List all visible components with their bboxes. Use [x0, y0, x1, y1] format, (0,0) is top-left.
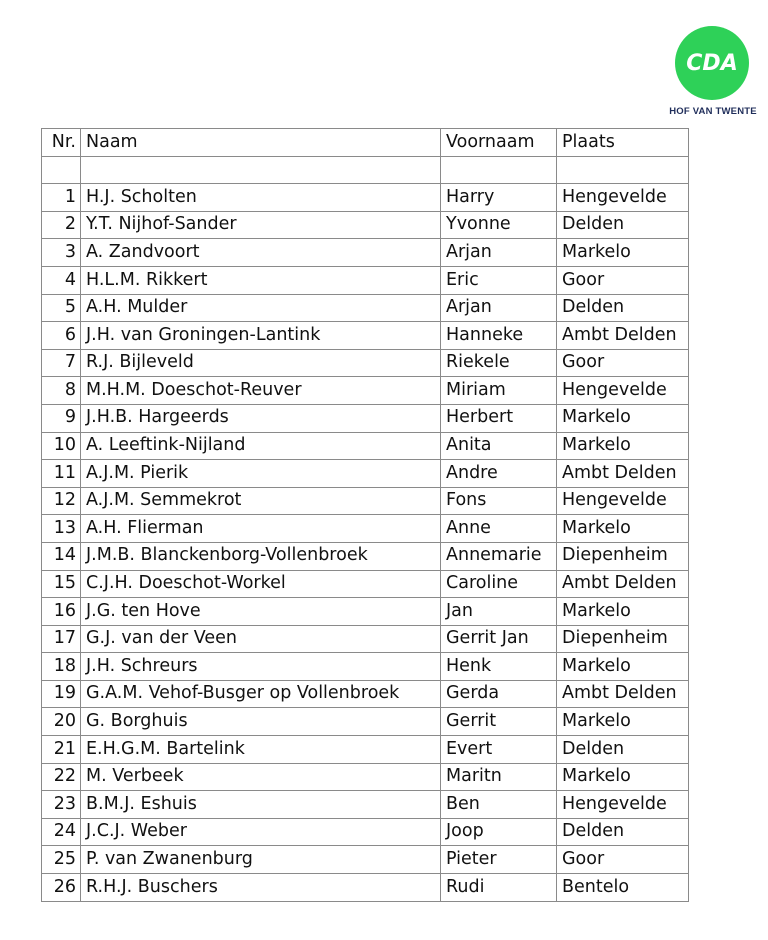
cell-naam: E.H.G.M. Bartelink [81, 736, 441, 764]
header-plaats: Plaats [557, 129, 689, 157]
table-row [42, 542, 689, 570]
cell-plaats: Delden [557, 294, 689, 322]
cell-voornaam: Maritn [441, 763, 557, 791]
cell-voornaam: Annemarie [441, 542, 557, 570]
cell-nr: 17 [42, 625, 81, 653]
table-row [42, 487, 689, 515]
cell-nr: 11 [42, 460, 81, 488]
cell-naam: M.H.M. Doeschot-Reuver [81, 377, 441, 405]
cell-naam: B.M.J. Eshuis [81, 791, 441, 819]
cell-voornaam: Rudi [441, 874, 557, 902]
cell-plaats: Markelo [557, 239, 689, 267]
cell-voornaam: Riekele [441, 349, 557, 377]
empty-cell [557, 156, 689, 184]
table-row [42, 322, 689, 350]
cell-voornaam: Joop [441, 818, 557, 846]
cell-nr: 26 [42, 874, 81, 902]
table-row [42, 708, 689, 736]
cell-naam: C.J.H. Doeschot-Workel [81, 570, 441, 598]
cell-nr: 15 [42, 570, 81, 598]
cell-plaats: Bentelo [557, 874, 689, 902]
cell-voornaam: Hanneke [441, 322, 557, 350]
cell-nr: 2 [42, 211, 81, 239]
cell-nr: 1 [42, 184, 81, 212]
cell-voornaam: Anne [441, 515, 557, 543]
cell-naam: A. Leeftink-Nijland [81, 432, 441, 460]
cell-nr: 25 [42, 846, 81, 874]
cell-naam: H.J. Scholten [81, 184, 441, 212]
table-row [42, 377, 689, 405]
cell-voornaam: Ben [441, 791, 557, 819]
cell-plaats: Hengevelde [557, 487, 689, 515]
cell-plaats: Ambt Delden [557, 322, 689, 350]
cell-voornaam: Pieter [441, 846, 557, 874]
cell-voornaam: Jan [441, 598, 557, 626]
cell-nr: 21 [42, 736, 81, 764]
table-row [42, 874, 689, 902]
header-voornaam: Voornaam [441, 129, 557, 157]
table-row [42, 791, 689, 819]
table-row [42, 349, 689, 377]
empty-cell [81, 156, 441, 184]
cell-plaats: Diepenheim [557, 542, 689, 570]
cell-plaats: Delden [557, 211, 689, 239]
cell-voornaam: Yvonne [441, 211, 557, 239]
cell-voornaam: Gerrit Jan [441, 625, 557, 653]
cell-voornaam: Caroline [441, 570, 557, 598]
cell-naam: A. Zandvoort [81, 239, 441, 267]
cell-voornaam: Arjan [441, 294, 557, 322]
cell-nr: 16 [42, 598, 81, 626]
table-row [42, 846, 689, 874]
table-header-row [42, 129, 689, 157]
logo-subtitle: HOF VAN TWENTE [669, 106, 757, 117]
table-row [42, 818, 689, 846]
table-row [42, 432, 689, 460]
table-row [42, 404, 689, 432]
cda-logo [658, 26, 768, 122]
cell-voornaam: Gerda [441, 680, 557, 708]
cell-nr: 18 [42, 653, 81, 681]
cell-naam: J.C.J. Weber [81, 818, 441, 846]
cell-plaats: Ambt Delden [557, 570, 689, 598]
cell-nr: 13 [42, 515, 81, 543]
table-row [42, 294, 689, 322]
candidate-table [41, 128, 689, 902]
table-row [42, 736, 689, 764]
logo-circle [675, 26, 749, 100]
cell-plaats: Diepenheim [557, 625, 689, 653]
cell-plaats: Hengevelde [557, 377, 689, 405]
table-row [42, 763, 689, 791]
cell-naam: M. Verbeek [81, 763, 441, 791]
cell-naam: H.L.M. Rikkert [81, 266, 441, 294]
cell-voornaam: Eric [441, 266, 557, 294]
table-empty-row [42, 156, 689, 184]
cell-naam: A.H. Mulder [81, 294, 441, 322]
cell-naam: J.H. van Groningen-Lantink [81, 322, 441, 350]
cell-nr: 6 [42, 322, 81, 350]
table-row [42, 598, 689, 626]
cell-naam: Y.T. Nijhof-Sander [81, 211, 441, 239]
cell-nr: 22 [42, 763, 81, 791]
table-row [42, 625, 689, 653]
table-row [42, 570, 689, 598]
cell-plaats: Markelo [557, 598, 689, 626]
cell-naam: J.G. ten Hove [81, 598, 441, 626]
cell-plaats: Markelo [557, 404, 689, 432]
table-row [42, 211, 689, 239]
cell-plaats: Goor [557, 349, 689, 377]
cell-voornaam: Henk [441, 653, 557, 681]
cell-naam: R.H.J. Buschers [81, 874, 441, 902]
table-row [42, 266, 689, 294]
cell-nr: 20 [42, 708, 81, 736]
cell-naam: G.A.M. Vehof-Busger op Vollenbroek [81, 680, 441, 708]
cell-naam: R.J. Bijleveld [81, 349, 441, 377]
cell-naam: G.J. van der Veen [81, 625, 441, 653]
cell-voornaam: Harry [441, 184, 557, 212]
cell-voornaam: Gerrit [441, 708, 557, 736]
table-row [42, 653, 689, 681]
cell-naam: P. van Zwanenburg [81, 846, 441, 874]
cell-naam: J.H.B. Hargeerds [81, 404, 441, 432]
cell-nr: 7 [42, 349, 81, 377]
cell-nr: 4 [42, 266, 81, 294]
cell-voornaam: Andre [441, 460, 557, 488]
cell-plaats: Delden [557, 736, 689, 764]
cell-naam: G. Borghuis [81, 708, 441, 736]
cell-voornaam: Fons [441, 487, 557, 515]
logo-name: CDA [686, 50, 738, 76]
cell-plaats: Markelo [557, 763, 689, 791]
header-naam: Naam [81, 129, 441, 157]
table-row [42, 460, 689, 488]
cell-plaats: Ambt Delden [557, 680, 689, 708]
cell-plaats: Markelo [557, 708, 689, 736]
table-row [42, 239, 689, 267]
empty-cell [441, 156, 557, 184]
cell-plaats: Markelo [557, 432, 689, 460]
cell-nr: 24 [42, 818, 81, 846]
cell-plaats: Markelo [557, 653, 689, 681]
cell-voornaam: Arjan [441, 239, 557, 267]
cell-plaats: Goor [557, 266, 689, 294]
cell-plaats: Ambt Delden [557, 460, 689, 488]
cell-nr: 9 [42, 404, 81, 432]
cell-naam: A.J.M. Semmekrot [81, 487, 441, 515]
cell-nr: 10 [42, 432, 81, 460]
cell-plaats: Hengevelde [557, 184, 689, 212]
cell-voornaam: Miriam [441, 377, 557, 405]
cell-plaats: Hengevelde [557, 791, 689, 819]
header-nr: Nr. [42, 129, 81, 157]
cell-plaats: Goor [557, 846, 689, 874]
cell-nr: 12 [42, 487, 81, 515]
cell-nr: 14 [42, 542, 81, 570]
cell-plaats: Markelo [557, 515, 689, 543]
empty-cell [42, 156, 81, 184]
cell-nr: 3 [42, 239, 81, 267]
cell-nr: 5 [42, 294, 81, 322]
table-row [42, 184, 689, 212]
cell-naam: A.J.M. Pierik [81, 460, 441, 488]
cell-voornaam: Anita [441, 432, 557, 460]
table-row [42, 680, 689, 708]
cell-voornaam: Evert [441, 736, 557, 764]
cell-plaats: Delden [557, 818, 689, 846]
cell-naam: A.H. Flierman [81, 515, 441, 543]
table-row [42, 515, 689, 543]
cell-nr: 19 [42, 680, 81, 708]
cell-nr: 8 [42, 377, 81, 405]
cell-naam: J.H. Schreurs [81, 653, 441, 681]
cell-voornaam: Herbert [441, 404, 557, 432]
cell-nr: 23 [42, 791, 81, 819]
cell-naam: J.M.B. Blanckenborg-Vollenbroek [81, 542, 441, 570]
